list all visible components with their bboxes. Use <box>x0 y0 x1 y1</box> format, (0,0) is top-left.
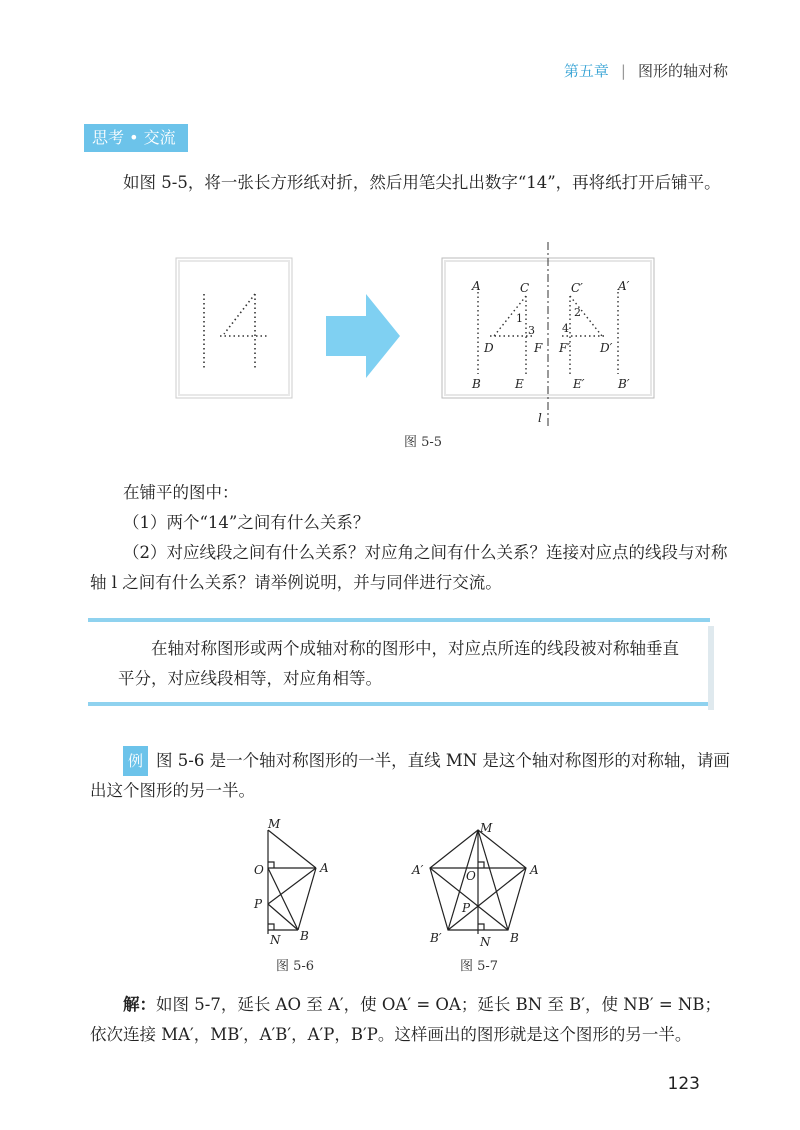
key-point-text: 在轴对称图形或两个成轴对称的图形中，对应点所连的线段被对称轴垂直平分，对应线段相等，对应角相等。 <box>118 639 679 688</box>
folded-paper <box>176 258 292 398</box>
running-header: 第五章 | 图形的轴对称 <box>563 62 728 80</box>
fig56-label-B: B <box>300 929 309 943</box>
label-B-prime: B′ <box>618 377 630 391</box>
figure-5-5 <box>160 236 680 466</box>
fig57-label-A-prime: A′ <box>412 863 424 877</box>
fig57-label-O: O <box>466 869 476 883</box>
fig57-label-B: B <box>510 931 519 945</box>
section-tag: 思考 • 交流 <box>84 124 188 152</box>
fig57-label-B-prime: B′ <box>430 931 442 945</box>
fig56-label-P: P <box>254 897 263 911</box>
caption-5-6: 图 5-6 <box>276 959 315 974</box>
solution-label: 解： <box>123 995 156 1014</box>
solution-text: 如图 5-7，延长 AO 至 A′，使 OA′ = OA；延长 BN 至 B′，使 NB′ = NB；依次连接 MA′，MB′，A′B′，A′P，B′P。这样画出的图形就是这个图形的另一半。 <box>90 995 721 1044</box>
example-label: 例 <box>123 746 148 776</box>
angle-4: 4 <box>562 322 569 335</box>
fig57-label-N: N <box>480 935 491 949</box>
label-C: C <box>520 281 530 295</box>
figure-5-7 <box>408 816 548 976</box>
fig56-label-N: N <box>270 933 281 947</box>
figure-5-6 <box>240 816 350 976</box>
question-2: （2）对应线段之间有什么关系？对应角之间有什么关系？连接对应点的线段与对称轴 l 之间有什么关系？请举例说明，并与同伴进行交流。 <box>90 543 728 592</box>
arrow-icon <box>326 294 400 378</box>
label-A-prime: A′ <box>618 279 630 293</box>
fig56-label-O: O <box>254 863 264 877</box>
axis-label-l: l <box>538 411 542 425</box>
example-text: 图 5-6 是一个轴对称图形的一半，直线 MN 是这个轴对称图形的对称轴，请画出这个图形的另一半。 <box>90 751 730 800</box>
caption-5-5: 图 5-5 <box>404 435 443 450</box>
fig57-label-M: M <box>480 821 493 835</box>
fig56-label-A: A <box>320 861 329 875</box>
angle-1: 1 <box>516 312 523 325</box>
question-1: （1）两个“14”之间有什么关系？ <box>123 513 370 532</box>
fig57-label-A: A <box>530 863 539 877</box>
label-E-prime: E′ <box>573 377 585 391</box>
fig57-label-P: P <box>462 901 471 915</box>
key-point-box <box>88 618 710 706</box>
example-paragraph <box>90 746 730 806</box>
intro-paragraph: 如图 5-5，将一张长方形纸对折，然后用笔尖扎出数字“14”，再将纸打开后铺平。 <box>123 173 721 192</box>
solution-paragraph <box>90 990 730 1050</box>
label-F-prime: F′ <box>559 341 571 355</box>
page-number: 123 <box>667 1074 700 1094</box>
angle-3: 3 <box>528 324 535 337</box>
chapter-title: 图形的轴对称 <box>637 62 728 80</box>
angle-2: 2 <box>574 306 581 319</box>
label-B: B <box>472 377 481 391</box>
label-F: F <box>534 341 543 355</box>
label-D-prime: D′ <box>600 341 613 355</box>
label-A: A <box>472 279 481 293</box>
chapter-label: 第五章 <box>563 62 609 80</box>
questions-lead: 在铺平的图中： <box>123 483 239 502</box>
caption-5-7: 图 5-7 <box>460 959 499 974</box>
fig56-label-M: M <box>268 817 281 831</box>
label-C-prime: C′ <box>571 281 583 295</box>
label-D: D <box>484 341 494 355</box>
label-E: E <box>515 377 524 391</box>
